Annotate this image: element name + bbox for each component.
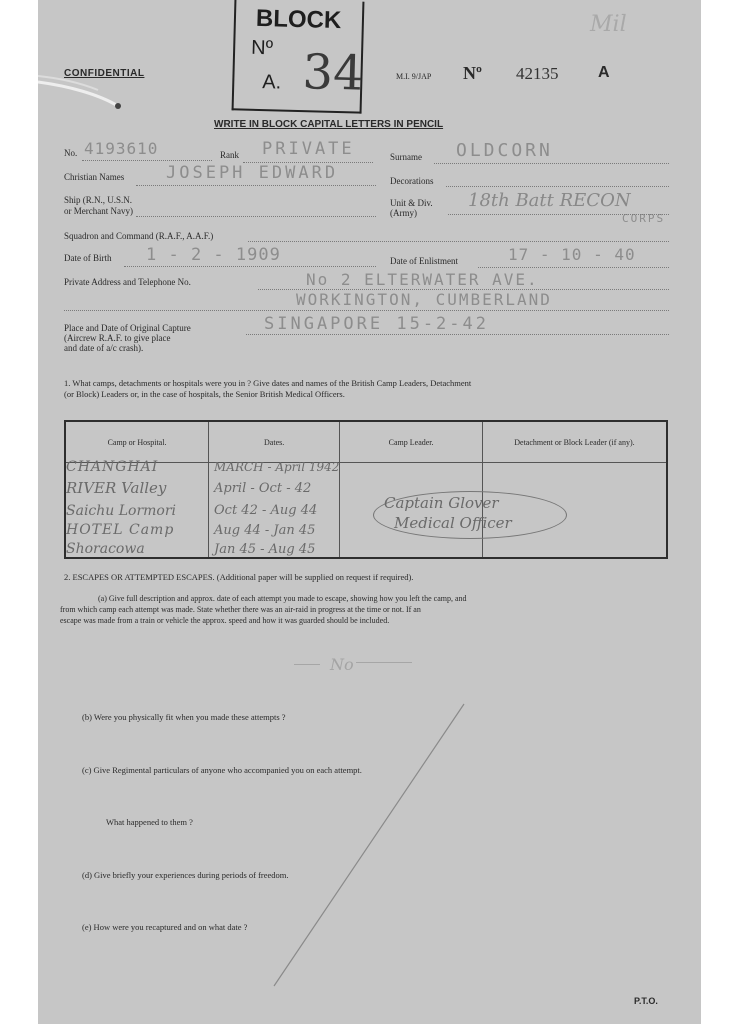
question2a-line3: escape was made from a train or vehicle the approx. speed and how it was guarded should be included. (60, 616, 390, 625)
no-value: 4193610 (84, 139, 159, 158)
address-value-1: No 2 ELTERWATER AVE. (306, 270, 539, 289)
stamp-no-text: Nº (250, 36, 274, 60)
pto-label: P.T.O. (634, 996, 658, 1006)
capture-label-2: (Aircrew R.A.F. to give place (64, 333, 171, 343)
ship-label-2: or Merchant Navy) (64, 206, 133, 216)
col-leader-header: Camp Leader. (340, 421, 483, 463)
dob-label: Date of Birth (64, 253, 112, 263)
surname-label: Surname (390, 152, 422, 162)
rank-label: Rank (220, 150, 239, 160)
enlistment-value: 17 - 10 - 40 (508, 245, 636, 264)
document-page (38, 0, 701, 1024)
stamp-block-text: BLOCK (255, 4, 342, 35)
capture-label-3: and date of a/c crash). (64, 343, 144, 353)
unit-value-1: 18th Batt RECON (468, 190, 631, 211)
question1-line1: 1. What camps, detachments or hospitals were you in ? Give dates and names of the British Camp Leaders, Detachment (64, 378, 472, 388)
rank-value: PRIVATE (262, 139, 355, 159)
camp-entry: RIVER Valley (66, 479, 167, 497)
question2a-line2: from which camp each attempt was made. State whether there was an air-raid in progress at the time or not. If an (60, 605, 421, 614)
ref-no-label: Nº (463, 63, 482, 83)
col-dates-header: Dates. (209, 421, 340, 463)
date-entry: Jan 45 - Aug 45 (214, 542, 316, 557)
camp-leader-value: Captain Glover (384, 494, 499, 512)
dob-value: 1 - 2 - 1909 (146, 245, 281, 265)
question2c: (c) Give Regimental particulars of anyone who accompanied you on each attempt. (82, 765, 362, 775)
question2a-answer: No (330, 655, 354, 674)
question2b: (b) Were you physically fit when you made these attempts ? (82, 712, 286, 722)
address-label: Private Address and Telephone No. (64, 277, 191, 287)
date-entry: Aug 44 - Jan 45 (214, 523, 316, 538)
decorations-label: Decorations (390, 176, 434, 186)
enlistment-label: Date of Enlistment (390, 256, 458, 266)
capture-label-1: Place and Date of Original Capture (64, 323, 191, 333)
confidential-label: CONFIDENTIAL (64, 68, 145, 79)
ship-label-1: Ship (R.N., U.S.N. (64, 195, 133, 205)
surname-value: OLDCORN (456, 140, 553, 161)
date-entry: Oct 42 - Aug 44 (214, 503, 318, 518)
instruction-heading: WRITE IN BLOCK CAPITAL LETTERS IN PENCIL (214, 119, 444, 130)
camp-leader-role: Medical Officer (394, 514, 512, 532)
corner-initials: Mil (590, 12, 627, 37)
unit-label-1: Unit & Div. (390, 198, 433, 208)
stamp-letter-text: A. (262, 71, 282, 94)
unit-value-2: CORPS (622, 212, 666, 225)
capture-value: SINGAPORE 15-2-42 (264, 314, 489, 334)
col-camp-header: Camp or Hospital. (65, 421, 209, 463)
string-tie (38, 60, 138, 120)
question1-line2: (or Block) Leaders or, in the case of hospitals, the Senior British Medical Officers. (64, 389, 345, 399)
ref-code: M.I. 9/JAP (396, 72, 432, 81)
squadron-label: Squadron and Command (R.A.F., A.A.F.) (64, 231, 214, 241)
unit-label-2: (Army) (390, 208, 417, 218)
address-value-2: WORKINGTON, CUMBERLAND (296, 290, 552, 309)
question2d: (d) Give briefly your experiences during periods of freedom. (82, 870, 289, 880)
camp-entry: CHANGHAI (66, 459, 159, 475)
ref-letter: A (598, 64, 610, 81)
pencil-strike-line (268, 700, 468, 990)
camp-entry: HOTEL Camp (66, 522, 175, 538)
question2-heading: 2. ESCAPES OR ATTEMPTED ESCAPES. (Additional paper will be supplied on request if required). (64, 572, 414, 582)
question2a-line1: (a) Give full description and approx. date of each attempt you made to escape, showing how you left the camp, and (98, 594, 467, 603)
camp-entry: Shoracowa (66, 541, 145, 557)
date-entry: April - Oct - 42 (214, 481, 312, 496)
date-entry: MARCH - April 1942 (214, 460, 340, 474)
ref-number: 42135 (516, 64, 559, 83)
col-detachment-header: Detachment or Block Leader (if any). (482, 421, 667, 463)
question2c-sub: What happened to them ? (106, 817, 193, 827)
stamp-number: 34 (301, 44, 365, 102)
christian-names-label: Christian Names (64, 172, 125, 182)
question2e: (e) How were you recaptured and on what date ? (82, 922, 248, 932)
camp-entry: Saichu Lormori (66, 503, 177, 519)
no-label: No. (64, 148, 78, 158)
christian-names-value: JOSEPH EDWARD (166, 163, 339, 183)
block-stamp (232, 0, 365, 114)
